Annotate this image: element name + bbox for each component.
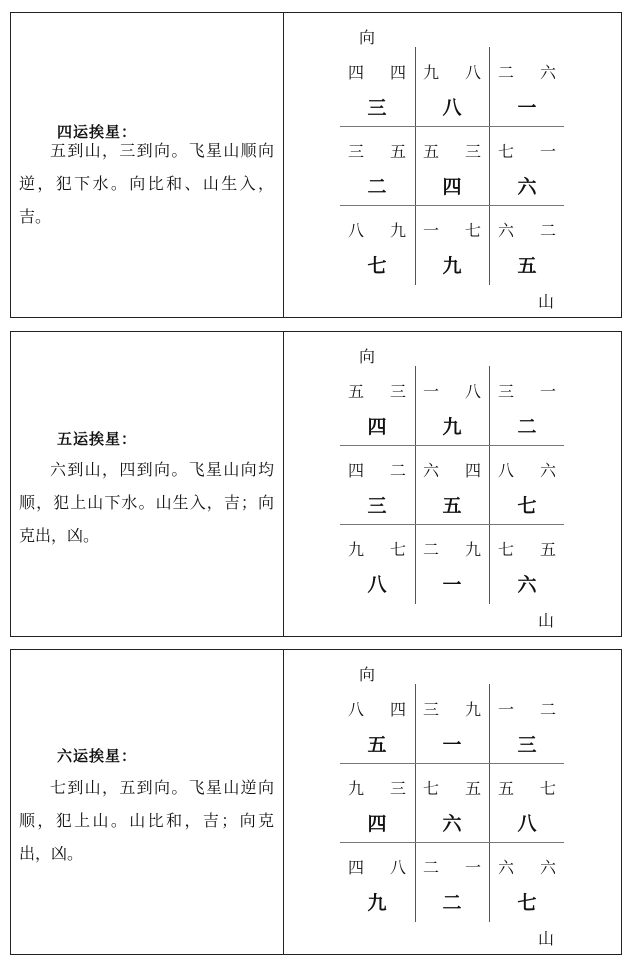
- period-star: 四: [367, 416, 387, 438]
- facing-star: 五: [464, 779, 481, 798]
- direction-label-mountain: 山: [538, 611, 555, 630]
- facing-star: 八: [389, 858, 406, 877]
- period-star: 四: [442, 176, 462, 198]
- facing-star: 二: [539, 221, 556, 240]
- palace-cell: [340, 47, 414, 126]
- palace-cell: [490, 205, 564, 284]
- period-star: 五: [517, 255, 537, 277]
- mountain-star: 二: [498, 63, 515, 82]
- period-star: 六: [517, 176, 537, 198]
- period-star: 六: [517, 574, 537, 596]
- period-star: 三: [367, 495, 387, 517]
- mountain-star: 五: [348, 382, 365, 401]
- palace-cell: [340, 763, 414, 842]
- mountain-star: 六: [498, 858, 515, 877]
- period-star: 一: [442, 574, 462, 596]
- mountain-star: 五: [498, 779, 515, 798]
- description-column: [11, 650, 284, 954]
- palace-cell: [490, 763, 564, 842]
- palace-cell: [415, 524, 489, 603]
- period-star: 一: [517, 97, 537, 119]
- period-star: 一: [442, 734, 462, 756]
- panel-heading: 六运挨星：: [57, 747, 138, 765]
- facing-star: 四: [389, 63, 406, 82]
- direction-label-mountain: 山: [538, 292, 555, 311]
- palace-cell: [340, 842, 414, 921]
- mountain-star: 六: [423, 461, 440, 480]
- palace-cell: [340, 126, 414, 205]
- mountain-star: 八: [348, 700, 365, 719]
- nine-palace-grid: [340, 366, 564, 604]
- palace-cell: [490, 445, 564, 524]
- mountain-star: 二: [423, 540, 440, 559]
- facing-star: 八: [464, 63, 481, 82]
- facing-star: 七: [539, 779, 556, 798]
- star-chart: [284, 332, 621, 636]
- palace-cell: [415, 126, 489, 205]
- palace-cell: [415, 47, 489, 126]
- facing-star: 五: [539, 540, 556, 559]
- panel-heading: 四运挨星：: [57, 123, 138, 141]
- panel-heading: 五运挨星：: [57, 430, 138, 448]
- facing-star: 五: [389, 142, 406, 161]
- palace-cell: [340, 366, 414, 445]
- direction-label-facing: 向: [359, 28, 376, 47]
- direction-label-mountain: 山: [538, 929, 555, 948]
- facing-star: 三: [464, 142, 481, 161]
- mountain-star: 八: [348, 221, 365, 240]
- mountain-star: 三: [498, 382, 515, 401]
- mountain-star: 一: [423, 221, 440, 240]
- palace-cell: [415, 445, 489, 524]
- facing-star: 六: [539, 858, 556, 877]
- nine-palace-grid: [340, 684, 564, 922]
- palace-cell: [415, 763, 489, 842]
- palace-cell: [340, 445, 414, 524]
- period-star: 九: [442, 416, 462, 438]
- period-star: 八: [367, 574, 387, 596]
- mountain-star: 一: [423, 382, 440, 401]
- palace-cell: [490, 126, 564, 205]
- period-star: 五: [367, 734, 387, 756]
- star-chart: [284, 650, 621, 954]
- period-star: 五: [442, 495, 462, 517]
- period-star: 二: [442, 892, 462, 914]
- period-star: 八: [442, 97, 462, 119]
- facing-star: 一: [539, 142, 556, 161]
- panel-description: 六到山，四到向。飞星山向均顺，犯上山下水。山生入，吉；向克出，凶。: [19, 460, 274, 545]
- period-star: 二: [517, 416, 537, 438]
- mountain-star: 八: [498, 461, 515, 480]
- period-star: 三: [367, 97, 387, 119]
- mountain-star: 九: [423, 63, 440, 82]
- period-star: 九: [442, 255, 462, 277]
- mountain-star: 二: [423, 858, 440, 877]
- facing-star: 八: [464, 382, 481, 401]
- palace-cell: [340, 684, 414, 763]
- facing-star: 二: [539, 700, 556, 719]
- facing-star: 六: [539, 461, 556, 480]
- facing-star: 七: [464, 221, 481, 240]
- palace-cell: [340, 524, 414, 603]
- period-star: 七: [367, 255, 387, 277]
- mountain-star: 七: [498, 540, 515, 559]
- mountain-star: 四: [348, 63, 365, 82]
- mountain-star: 七: [498, 142, 515, 161]
- palace-cell: [415, 366, 489, 445]
- palace-cell: [490, 524, 564, 603]
- palace-cell: [415, 684, 489, 763]
- facing-star: 六: [539, 63, 556, 82]
- period-star: 三: [517, 734, 537, 756]
- facing-star: 二: [389, 461, 406, 480]
- star-chart: [284, 13, 621, 317]
- palace-cell: [490, 684, 564, 763]
- direction-label-facing: 向: [359, 665, 376, 684]
- facing-star: 一: [464, 858, 481, 877]
- palace-cell: [490, 842, 564, 921]
- mountain-star: 一: [498, 700, 515, 719]
- period-star: 九: [367, 892, 387, 914]
- mountain-star: 四: [348, 858, 365, 877]
- facing-star: 四: [389, 700, 406, 719]
- facing-star: 一: [539, 382, 556, 401]
- facing-star: 三: [389, 779, 406, 798]
- facing-star: 七: [389, 540, 406, 559]
- nine-palace-grid: [340, 47, 564, 285]
- period-star: 七: [517, 495, 537, 517]
- mountain-star: 六: [498, 221, 515, 240]
- facing-star: 九: [464, 700, 481, 719]
- palace-cell: [340, 205, 414, 284]
- flying-star-panel-5: [10, 331, 622, 637]
- mountain-star: 四: [348, 461, 365, 480]
- period-star: 六: [442, 813, 462, 835]
- flying-star-panel-6: [10, 649, 622, 955]
- period-star: 二: [367, 176, 387, 198]
- mountain-star: 七: [423, 779, 440, 798]
- mountain-star: 九: [348, 779, 365, 798]
- direction-label-facing: 向: [359, 347, 376, 366]
- mountain-star: 三: [423, 700, 440, 719]
- period-star: 七: [517, 892, 537, 914]
- flying-star-panel-4: [10, 12, 622, 318]
- description-column: [11, 332, 284, 636]
- palace-cell: [415, 842, 489, 921]
- facing-star: 三: [389, 382, 406, 401]
- facing-star: 四: [464, 461, 481, 480]
- facing-star: 九: [464, 540, 481, 559]
- description-column: [11, 13, 284, 317]
- period-star: 四: [367, 813, 387, 835]
- mountain-star: 三: [348, 142, 365, 161]
- palace-cell: [490, 47, 564, 126]
- period-star: 八: [517, 813, 537, 835]
- panel-description: 七到山，五到向。飞星山逆向顺，犯上山。山比和，吉；向克出，凶。: [19, 778, 274, 863]
- facing-star: 九: [389, 221, 406, 240]
- mountain-star: 九: [348, 540, 365, 559]
- panel-description: 五到山，三到向。飞星山顺向逆，犯下水。向比和、山生入，吉。: [19, 141, 274, 226]
- palace-cell: [415, 205, 489, 284]
- palace-cell: [490, 366, 564, 445]
- mountain-star: 五: [423, 142, 440, 161]
